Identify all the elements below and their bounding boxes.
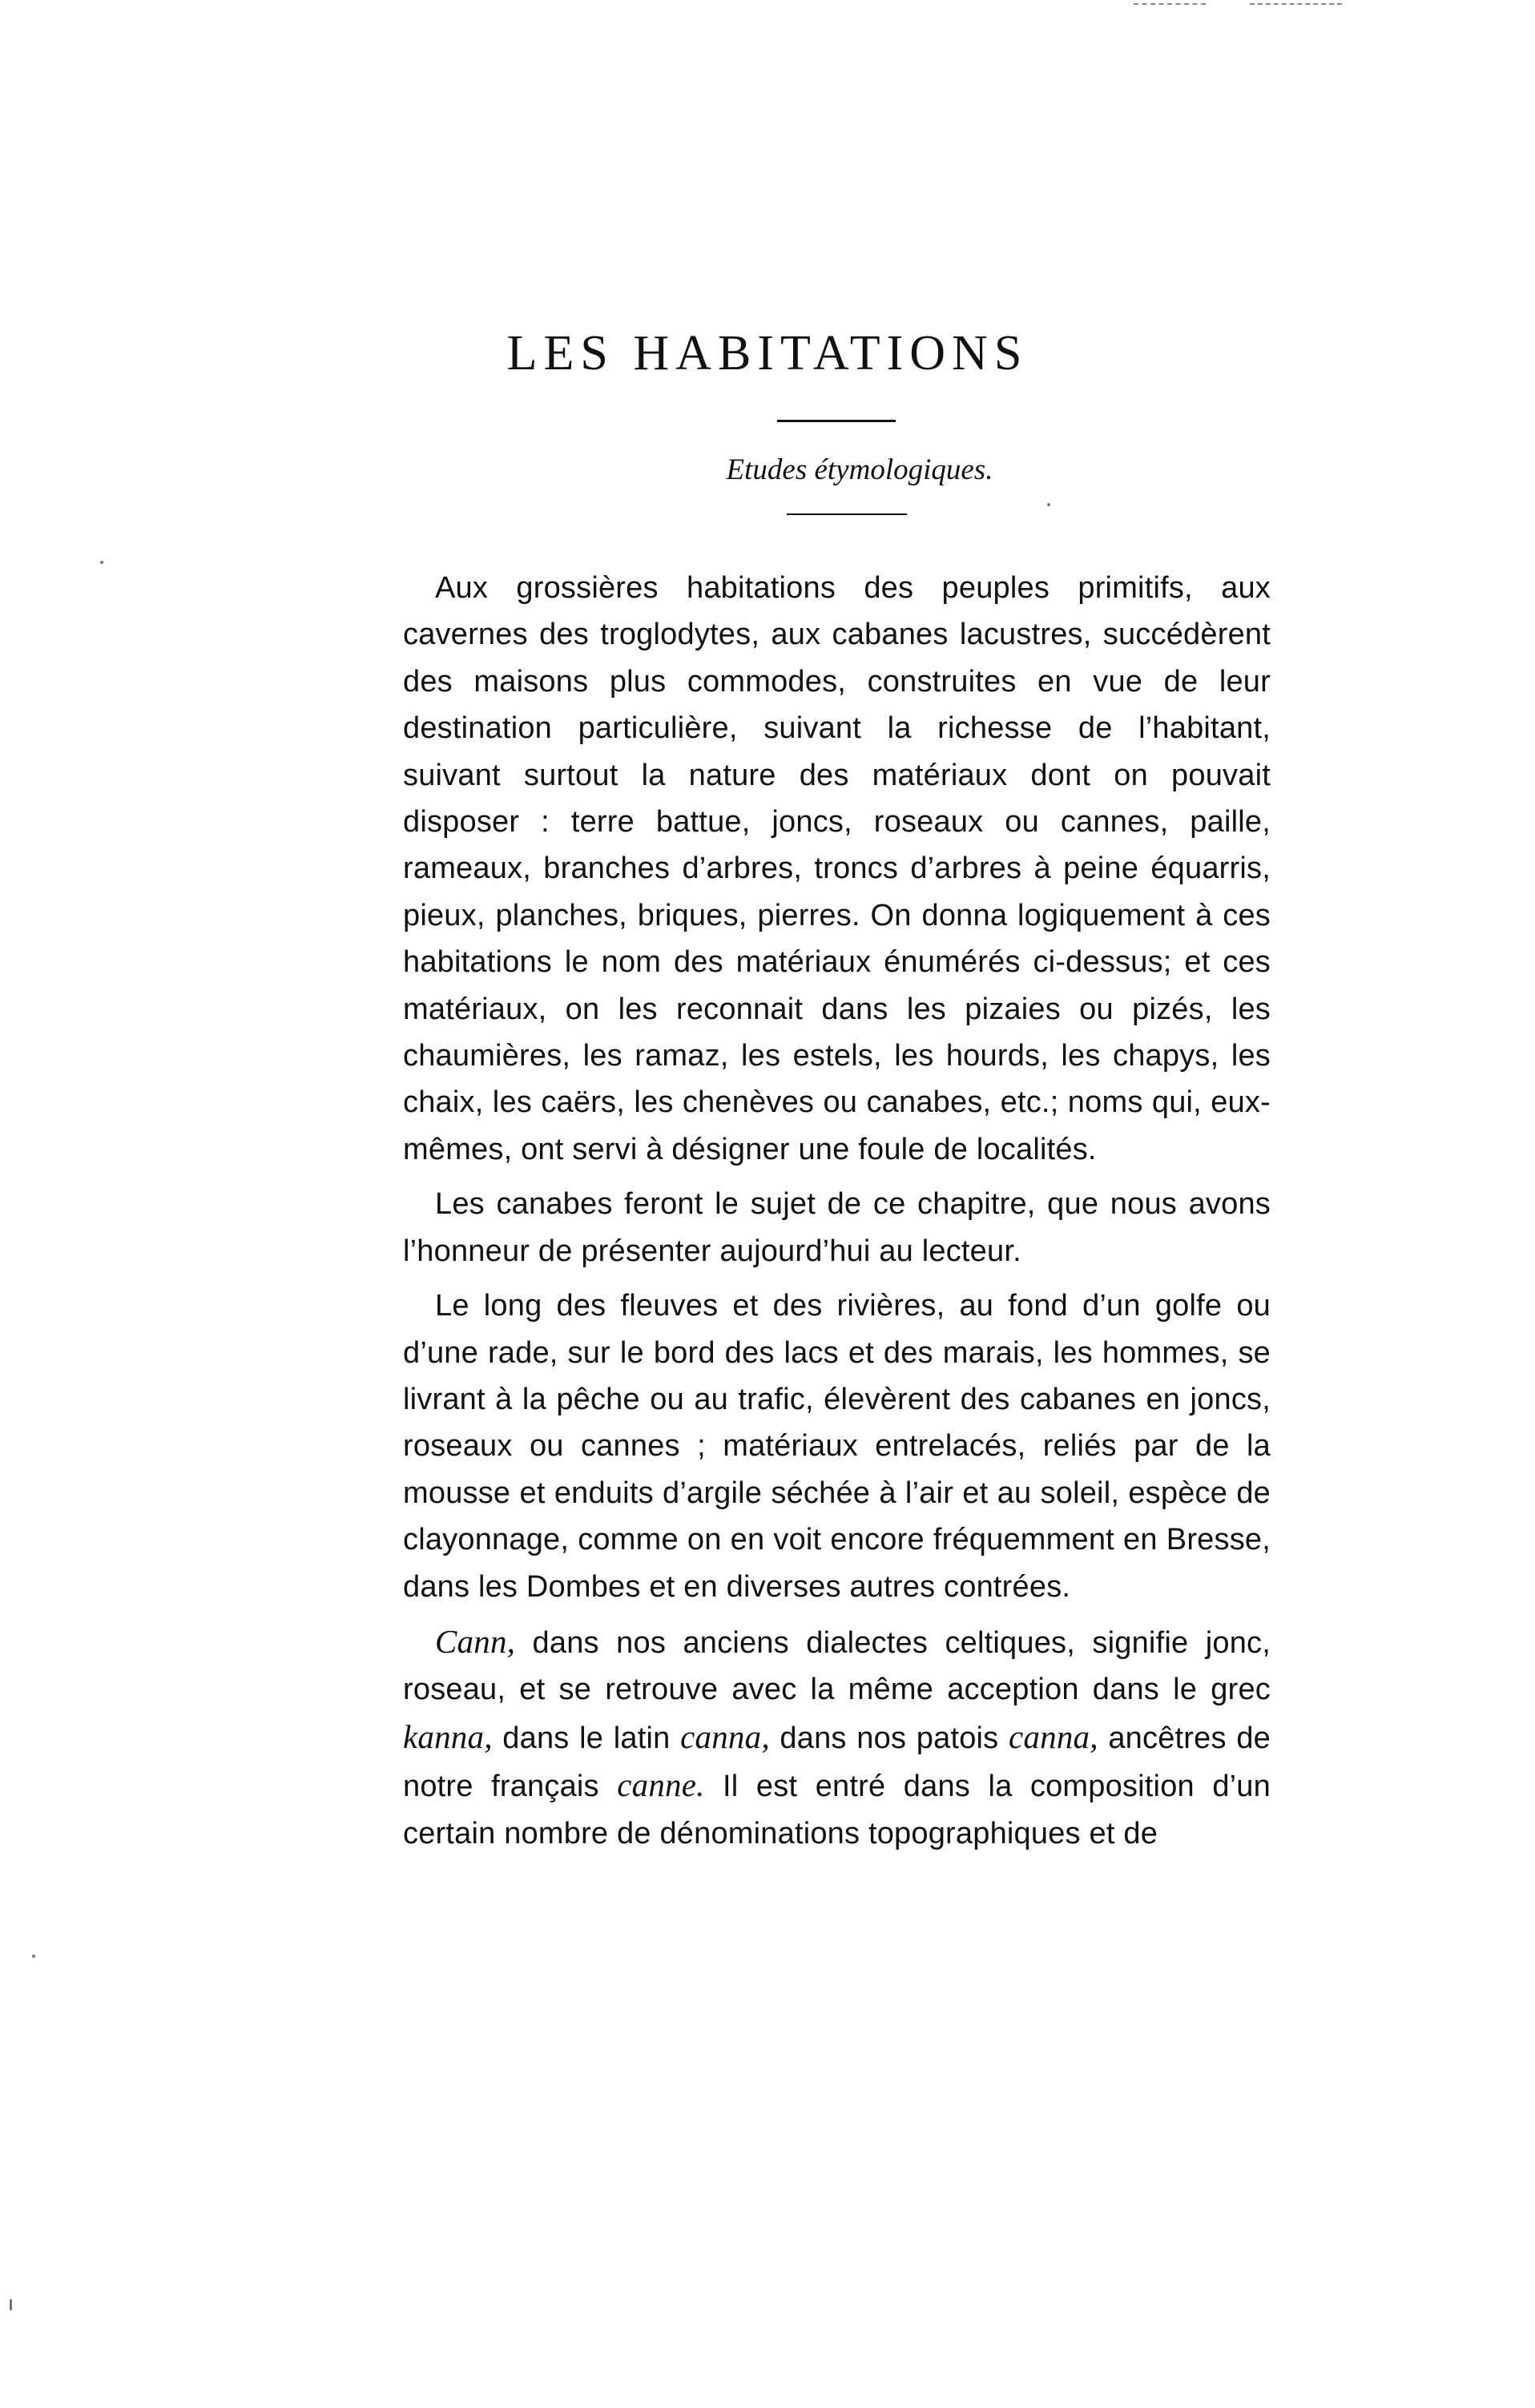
text-run: Le long des fleuves et des rivières, au fond d’un golfe ou d’une rade, sur le bord des lacs et des marais, les hommes, se livrant à la pêche ou au trafic, élevèrent des cabanes en joncs, roseaux ou cannes ; matériaux entrelacés, reliés par de la mousse et enduits d’argile séchée à l’air et au soleil, espèce de clayonnage, comme on en voit encore fréquemment en Bresse, dans les Dombes et en diverses autres contrées. [403, 1289, 1271, 1604]
italic-term: canna, [1009, 1717, 1098, 1755]
italic-term: Cann, [435, 1622, 516, 1660]
italic-term: kanna, [403, 1717, 493, 1755]
subtitle-rule [787, 513, 907, 515]
text-run: dans nos anciens dialectes celtiques, signifie jonc, roseau, et se retrouve avec la même acception dans le grec [403, 1625, 1271, 1707]
text-run: Les canabes feront le sujet de ce chapitre, que nous avons l’honneur de présenter aujourd’hui au lecteur. [403, 1187, 1271, 1268]
text-run: Aux grossières habitations des peuples primitifs, aux cavernes des troglodytes, aux cabanes lacustres, succédèrent des maisons plus commodes, construites en vue de leur destination particulière, suivant la richesse de l’habitant, suivant surtout la nature des matériaux dont on pouvait disposer : terre battue, joncs, roseaux ou cannes, paille, rameaux, branches d’arbres, troncs d’arbres à peine équarris, pieux, planches, briques, pierres. On donna logiquement à ces habitations le nom des matériaux énumérés ci-dessus; et ces matériaux, on les reconnait dans les pizaies ou pizés, les chaumières, les ramaz, les estels, les hourds, les chapys, les chaix, les caërs, les chenèves ou canabes, etc.; noms qui, eux-mêmes, ont servi à désigner une foule de localités. [403, 571, 1271, 1166]
text-run: dans le latin [492, 1721, 681, 1755]
scan-speck [32, 1955, 35, 1958]
scan-mark [1134, 3, 1206, 6]
paragraph [403, 1618, 1271, 1857]
text-run: Il est entré dans la composition d’un certain nombre de dénominations topographiques et de [403, 1770, 1271, 1850]
chapter-subtitle: Etudes étymologiques. [726, 453, 993, 486]
chapter-title: LES HABITATIONS [506, 326, 1029, 381]
paragraph [403, 1181, 1271, 1274]
italic-term: canne. [617, 1766, 705, 1804]
scan-speck [1047, 503, 1050, 506]
text-run: dans nos patois [769, 1721, 1009, 1755]
title-rule [777, 420, 896, 422]
paragraph [403, 565, 1271, 1173]
italic-term: canna, [680, 1717, 770, 1755]
paragraph [403, 1283, 1271, 1610]
scan-mark [1250, 3, 1342, 6]
text-run: ancêtres de notre français [403, 1721, 1271, 1804]
body-text [403, 565, 1271, 1865]
scan-speck [10, 2299, 12, 2310]
scan-speck [100, 561, 103, 564]
